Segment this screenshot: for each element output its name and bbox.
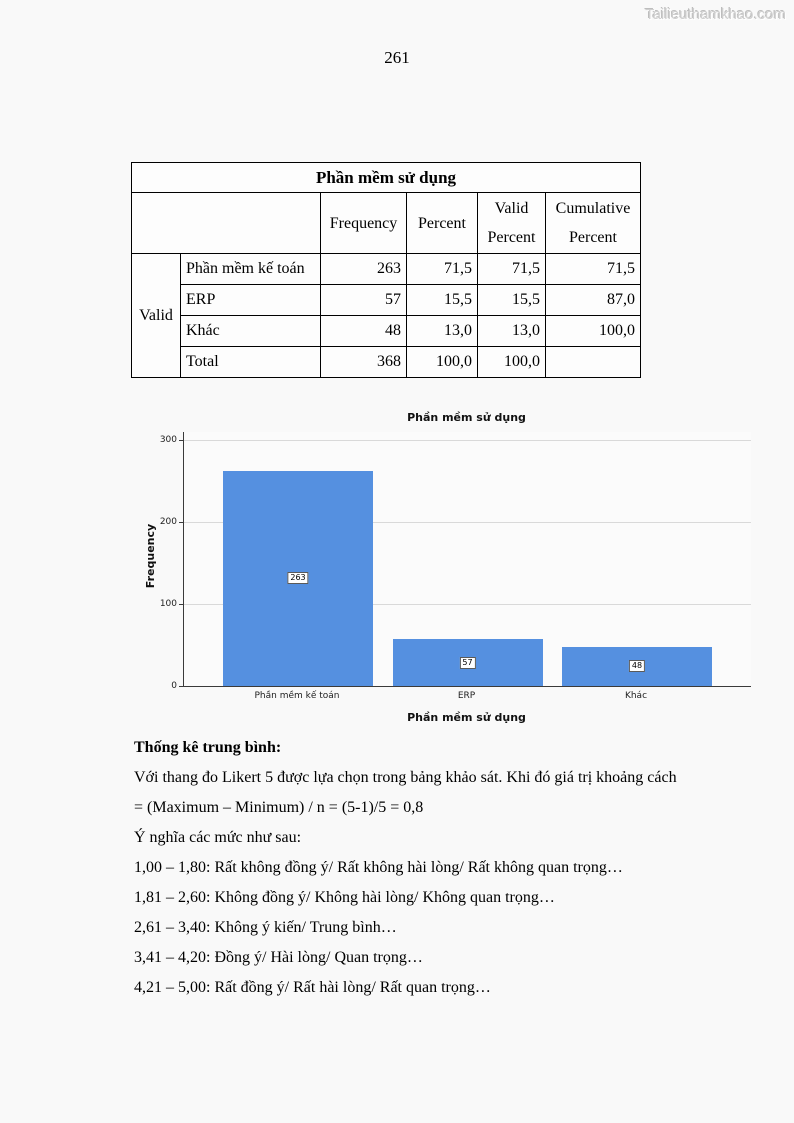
gridline bbox=[184, 440, 751, 441]
chart-plot bbox=[183, 432, 751, 687]
bar-chart bbox=[130, 408, 755, 730]
cell-frequency: 57 bbox=[321, 285, 407, 316]
table-row bbox=[132, 285, 641, 316]
x-tick-label: ERP bbox=[457, 691, 476, 701]
bar-value-label: 48 bbox=[629, 660, 645, 672]
paragraph: 4,21 – 5,00: Rất đồng ý/ Rất hài lòng/ Rất quan trọng… bbox=[134, 979, 491, 996]
cell-percent: 15,5 bbox=[407, 285, 478, 316]
y-tick-mark bbox=[179, 604, 183, 605]
cell-percent: 71,5 bbox=[407, 254, 478, 285]
table-row bbox=[132, 347, 641, 378]
y-tick-label: 200 bbox=[159, 517, 177, 528]
bar-value-label: 57 bbox=[459, 657, 475, 669]
cell-frequency: 368 bbox=[321, 347, 407, 378]
cell-cumulative-percent bbox=[546, 347, 641, 378]
y-tick-label: 300 bbox=[159, 435, 177, 446]
y-tick-mark bbox=[179, 440, 183, 441]
y-tick-mark bbox=[179, 686, 183, 687]
bar-value-label: 263 bbox=[287, 572, 308, 584]
cell-frequency: 48 bbox=[321, 316, 407, 347]
x-tick-label: Phần mềm kế toán bbox=[254, 691, 340, 701]
x-tick-label: Khác bbox=[624, 691, 648, 701]
cell-cumulative-percent: 71,5 bbox=[546, 254, 641, 285]
y-axis-title: Frequency bbox=[144, 523, 157, 589]
paragraph: 1,81 – 2,60: Không đồng ý/ Không hài lòng/ Không quan trọng… bbox=[134, 889, 555, 906]
x-axis-title: Phần mềm sử dụng bbox=[407, 711, 526, 724]
row-label: Phần mềm kế toán bbox=[181, 254, 321, 285]
cell-cumulative-percent: 87,0 bbox=[546, 285, 641, 316]
cell-valid-percent: 13,0 bbox=[478, 316, 546, 347]
table-row bbox=[132, 316, 641, 347]
paragraph: Ý nghĩa các mức như sau: bbox=[134, 829, 302, 846]
section-heading: Thống kê trung bình: bbox=[134, 739, 282, 756]
body-text bbox=[134, 733, 734, 1003]
col-header-percent: Percent bbox=[407, 193, 478, 254]
cell-frequency: 263 bbox=[321, 254, 407, 285]
site-watermark: Tailieuthamkhao.com bbox=[645, 6, 786, 23]
paragraph: 2,61 – 3,40: Không ý kiến/ Trung bình… bbox=[134, 919, 397, 936]
page-number: 261 bbox=[384, 48, 410, 67]
cell-valid-percent: 71,5 bbox=[478, 254, 546, 285]
row-label: ERP bbox=[181, 285, 321, 316]
y-tick-label: 0 bbox=[171, 681, 177, 691]
paragraph: Với thang đo Likert 5 được lựa chọn trong bảng khảo sát. Khi đó giá trị khoảng cách bbox=[134, 769, 677, 786]
table-row bbox=[132, 254, 641, 285]
cell-valid-percent: 15,5 bbox=[478, 285, 546, 316]
col-header-cumulative-percent: Cumulative Percent bbox=[546, 193, 641, 254]
row-group-label: Valid bbox=[132, 254, 181, 378]
table-title: Phần mềm sử dụng bbox=[132, 163, 641, 193]
y-tick-label: 100 bbox=[159, 599, 177, 610]
cell-percent: 100,0 bbox=[407, 347, 478, 378]
row-label: Total bbox=[181, 347, 321, 378]
col-header-frequency: Frequency bbox=[321, 193, 407, 254]
y-tick-mark bbox=[179, 522, 183, 523]
chart-title: Phần mềm sử dụng bbox=[407, 411, 526, 424]
paragraph: 3,41 – 4,20: Đồng ý/ Hài lòng/ Quan trọng… bbox=[134, 949, 423, 966]
paragraph: = (Maximum – Minimum) / n = (5-1)/5 = 0,8 bbox=[134, 799, 424, 816]
col-header-valid-percent: Valid Percent bbox=[478, 193, 546, 254]
frequency-table bbox=[131, 162, 641, 378]
paragraph: 1,00 – 1,80: Rất không đồng ý/ Rất không hài lòng/ Rất không quan trọng… bbox=[134, 859, 623, 876]
row-label: Khác bbox=[181, 316, 321, 347]
cell-valid-percent: 100,0 bbox=[478, 347, 546, 378]
table-blank-cell bbox=[132, 193, 321, 254]
cell-cumulative-percent: 100,0 bbox=[546, 316, 641, 347]
cell-percent: 13,0 bbox=[407, 316, 478, 347]
